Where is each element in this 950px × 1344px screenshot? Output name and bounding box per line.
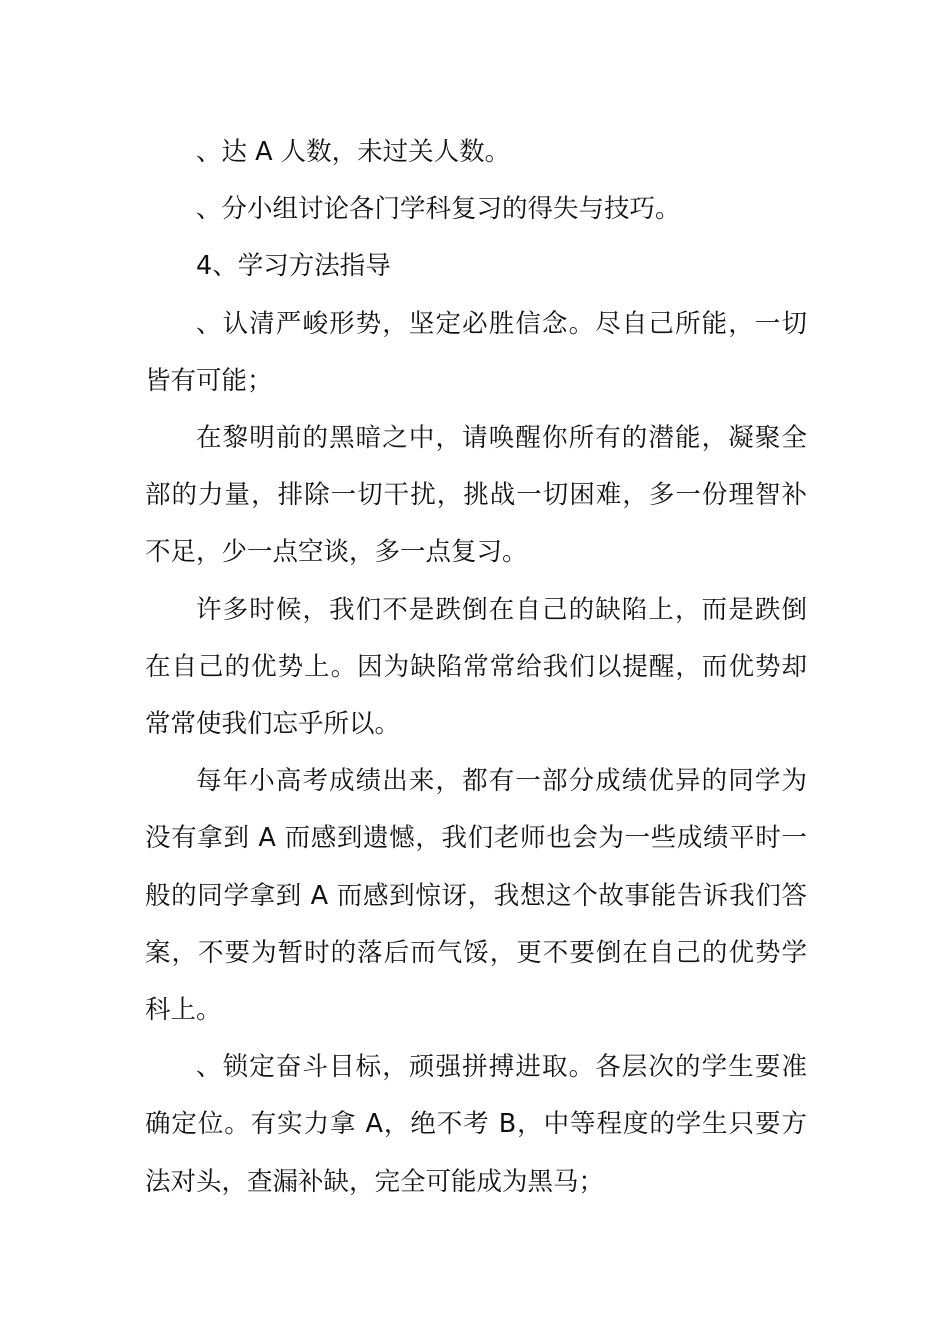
document-body <box>145 124 807 1211</box>
paragraph-recognize-situation: 、认清严峻形势，坚定必胜信念。尽自己所能，一切皆有可能； <box>145 308 807 396</box>
paragraph-exam-results: 每年小高考成绩出来，都有一部分成绩优异的同学为没有拿到 A 而感到遗憾，我们老师也会为一些成绩平时一般的同学拿到 A 而感到惊讶，我想这个故事能告诉我们答案，不要为暂时的落后而气馁，更不要倒在自己的优势学科上。 <box>145 766 807 1026</box>
paragraph-lock-goals: 、锁定奋斗目标，顽强拼搏进取。各层次的学生要准确定位。有实力拿 A，绝不考 B，中等程度的学生只要方法对头，查漏补缺，完全可能成为黑马； <box>145 1052 807 1197</box>
paragraph-group-discussion: 、分小组讨论各门学科复习的得失与技巧。 <box>196 194 681 225</box>
paragraph-section-heading: 4、学习方法指导 <box>196 251 391 282</box>
paragraph-strengths-weaknesses: 许多时候，我们不是跌倒在自己的缺陷上，而是跌倒在自己的优势上。因为缺陷常常给我们以提醒，而优势却常常使我们忘乎所以。 <box>145 594 807 740</box>
paragraph-dawn-darkness: 在黎明前的黑暗之中，请唤醒你所有的潜能，凝聚全部的力量，排除一切干扰，挑战一切困难，多一份理智补不足，少一点空谈，多一点复习。 <box>145 423 807 568</box>
paragraph-pass-count: 、达 A 人数，未过关人数。 <box>196 137 511 167</box>
